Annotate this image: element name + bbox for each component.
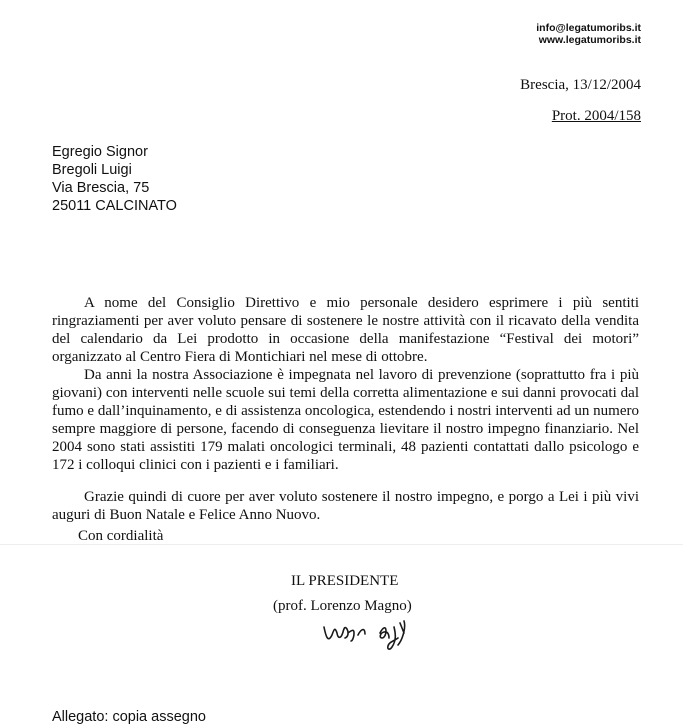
letter-date: Brescia, 13/12/2004 — [520, 77, 641, 93]
recipient-city: 25011 CALCINATO — [52, 198, 177, 214]
letter-paragraph — [52, 488, 639, 524]
letter-paragraph — [52, 366, 639, 474]
handwritten-signature — [318, 613, 428, 655]
protocol-number: Prot. 2004/158 — [551, 108, 641, 124]
recipient-address — [52, 143, 177, 215]
closing-text: Con cordialità — [78, 528, 164, 544]
signer-title: IL PRESIDENTE — [291, 573, 399, 589]
recipient-name: Bregoli Luigi — [52, 162, 132, 178]
recipient-salutation: Egregio Signor — [52, 144, 148, 160]
attachment-note: Allegato: copia assegno — [52, 709, 206, 725]
signer-name: (prof. Lorenzo Magno) — [273, 598, 412, 614]
letter-paragraph — [52, 294, 639, 366]
recipient-street: Via Brescia, 75 — [52, 180, 150, 196]
website-text: www.legatumoribs.it — [538, 34, 641, 46]
email-text: info@legatumoribs.it — [536, 22, 641, 34]
contact-info — [536, 22, 641, 46]
paragraph-text: Da anni la nostra Associazione è impegnata nel lavoro di prevenzione (soprattutto fra i più giovani) con interventi nelle scuole sui temi della corretta alimentazione e sui danni provocati dal fumo e dall’inquinamento, e di assistenza oncologica, estendendo i nostri interventi ad un numero sempre maggiore di persone, facendo di conseguenza lievitare il nostro impegno finanziario. Nel 2004 sono stati assistiti 179 malati oncologici terminali, 48 pazienti contattati dallo psicologo e 172 i colloqui clinici con i pazienti e i familiari. — [52, 367, 639, 473]
paragraph-text: A nome del Consiglio Direttivo e mio personale desidero esprimere i più sentiti ringraziamenti per aver voluto pensare di sostenere le nostre attività con il ricavato della vendita del calendario da Lei prodotto in occasione della manifestazione “Festival dei motori” organizzato al Centro Fiera di Montichiari nel mese di ottobre. — [52, 295, 639, 365]
paragraph-text: Grazie quindi di cuore per aver voluto sostenere il nostro impegno, e porgo a Lei i più vivi auguri di Buon Natale e Felice Anno Nuovo. — [52, 489, 639, 523]
